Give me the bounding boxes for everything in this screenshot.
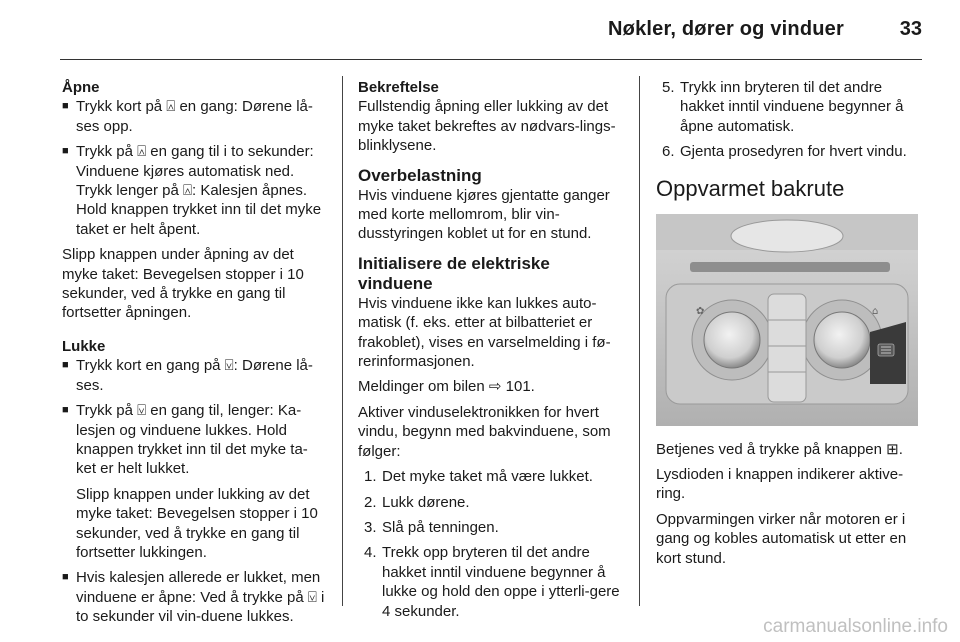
open-heading: Åpne [62,79,100,96]
header-rule [60,59,922,60]
step-1: 1. Det myke taket må være lukket. [364,468,593,486]
svg-text:✿: ✿ [696,305,705,317]
close-bullet-2: ■ Trykk på ⍌ en gang til, lenger: Ka-lesjen og vinduene lukkes. Hold knappen trykket inn til det myke ta-ket er helt lukket. [62,401,326,479]
column-2 [358,78,624,627]
close-bullet-2-note: Slipp knappen under lukking av det myke taket: Bevegelsen stopper i 10 sekunder, ved å trykke en gang til fortsetter lukkingen. [76,485,318,561]
activate-paragraph: Aktiver vinduselektronikken for hvert vindu, begynn med bakvinduene, som følger: [358,403,611,460]
heating-paragraph: Oppvarmingen virker når motoren er i gang og kobles automatisk ut etter en kort stund. [656,510,907,567]
close-bullet-3: ■ Hvis kalesjen allerede er lukket, men vinduene er åpne: Ved å trykke på ⍌ i to sekunder vil vin-duene lukkes. [62,568,326,626]
overload-paragraph: Hvis vinduene kjøres gjentatte ganger med korte mellomrom, blir vin-dusstyringen koblet ut for en stund. [358,186,610,243]
open-bullet-2: ■ Trykk på ⍓ en gang til i to sekunder: Vinduene kjøres automatisk ned. Trykk lenger på ⍓: Kalesjen åpnes. Hold knappen trykket inn til det myke taket er helt åpent. [62,142,326,239]
open-bullet-1: ■ Trykk kort på ⍓ en gang: Dørene lå-ses opp. [62,97,326,136]
step-3: 3. Slå på tenningen. [364,518,499,536]
close-bullet-1: ■ Trykk kort en gang på ⍌: Dørene lå-ses. [62,356,326,395]
heating-heading: Oppvarmet bakrute [656,175,845,201]
step-6: 6. Gjenta prosedyren for hvert vindu. [662,143,907,161]
page-header [60,18,922,50]
confirm-paragraph: Fullstendig åpning eller lukking av det myke taket bekreftes av nødvars-lings-blinklysene. [358,98,616,155]
step-4: 4. Trekk opp bryteren til det andre hakket inntil vinduene begynner å lukke og hold den oppe i ytterli-gere 4 sekunder. [364,544,620,620]
page-number: 33 [899,18,922,40]
climate-control-panel-photo [656,214,918,426]
close-heading: Lukke [62,337,106,355]
column-separator-2 [639,76,640,606]
messages-reference: Meldinger om bilen ⇨ 101. [358,378,535,396]
step-2: 2. Lukk dørene. [364,493,470,511]
column-separator-1 [342,76,343,606]
watermark: carmanualsonline.info [763,616,948,637]
open-paragraph: Slipp knappen under åpning av det myke taket: Bevegelsen stopper i 10 sekunder, ved å trykke en gang til fortsetter åpningen. [62,246,304,322]
led-paragraph: Lysdioden i knappen indikerer aktive-ring. [656,466,904,503]
svg-text:⌂: ⌂ [872,305,879,317]
step-5: 5. Trykk inn bryteren til det andre hakket inntil vinduene begynner å åpne automatisk. [662,79,904,135]
column-1 [62,78,326,633]
page-title: Nøkler, dører og vinduer [608,18,844,40]
operate-paragraph: Betjenes ved å trykke på knappen ⊞. [656,440,903,458]
init-heading: Initialisere de elektriske vinduene [358,253,550,293]
overload-heading: Overbelastning [358,165,482,185]
column-3 [656,78,924,574]
init-paragraph: Hvis vinduene ikke kan lukkes auto-matisk (f. eks. etter at bilbatteriet er frakoblet), vises en varselmelding i fø-rerinformasjonen. [358,294,611,371]
confirm-heading: Bekreftelse [358,79,439,96]
